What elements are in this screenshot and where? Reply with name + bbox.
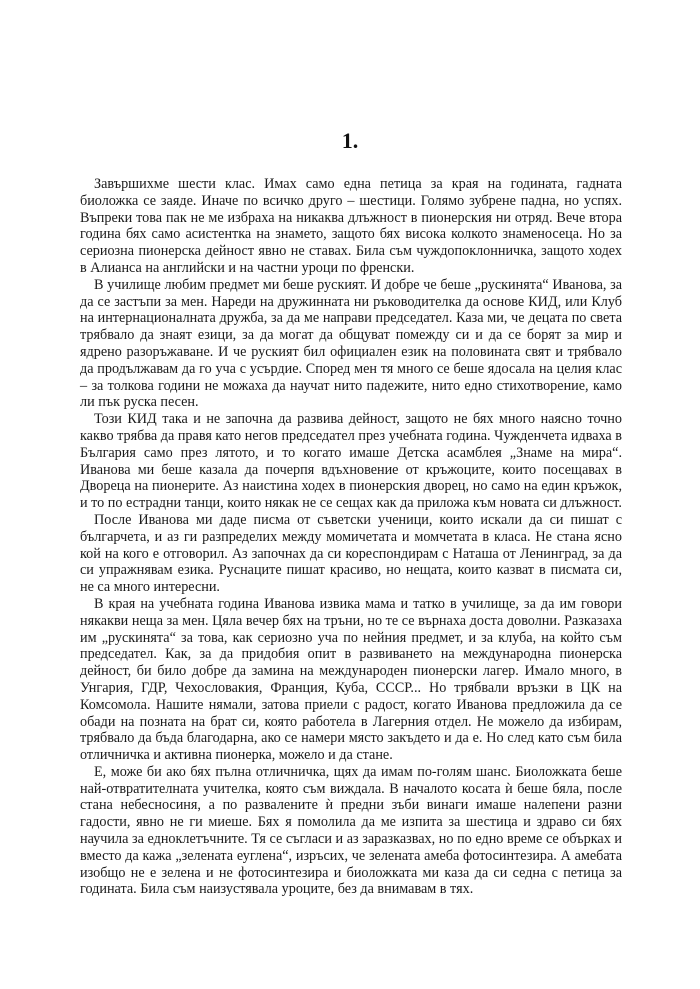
paragraph: Е, може би ако бях пълна отличничка, щях да имам по-голям шанс. Биоложката беше най-отвратителната учителка, която съм виждала. В началото косата ѝ беше бяла, после стана небесносиня, а по развалените ѝ предни зъби винаги имаше налепени разни гадости, явно не ги миеше. Бях я помолила да ме изпита за шестица и здраво си бях научила за едноклетъчните. Тя се съгласи и аз заразказвах, но по едно време се обърках и вместо да кажа „зелената еуглена“, изръсих, че зелената амеба фотосинтезира. А амебата изобщо не е зелена и не фотосинтезира и биоложката ми каза да си седна с петица за годината. Била съм наизустявала уроците, без да внимавам в тях. bbox=[80, 763, 622, 898]
chapter-body bbox=[80, 176, 622, 898]
paragraph: Този КИД така и не започна да развива дейност, защото не бях много наясно точно какво трябва да правя като негов председател през учебната година. Чужденчета идваха в България само през лятото, и то когато имаше Детска асамблея „Знаме на мира“. Иванова ми беше казала да почерпя вдъхновение от кръжоците, които посещавах в Двореца на пионерите. Аз наистина ходех в пионерския дворец, но само на един кръжок, и то по естрадни танци, които някак не се сещах как да приложа към новата си длъжност. bbox=[80, 411, 622, 512]
paragraph: В училище любим предмет ми беше руският. И добре че беше „рускинята“ Иванова, за да се застъпи за мен. Нареди на дружинната ни ръководителка да основе КИД, или Клуб на интернационалната дружба, за да ме направи председател. Каза ми, че децата по света трябвало да знаят езици, за да могат да общуват помежду си и да се борят за мир и ядрено разоръжаване. И че руският бил официален език на половината свят и трябвало да продължавам да го уча с усърдие. Според мен тя много се беше ядосала на целия клас – за толкова години не можаха да научат нито падежите, нито едно стихотворение, камо ли пък руска песен. bbox=[80, 276, 622, 411]
paragraph: В края на учебната година Иванова извика мама и татко в училище, за да им говори някакви неща за мен. Цяла вечер бях на тръни, но те се върнаха доста доволни. Разказаха им „рускинята“ за това, как сериозно уча по нейния предмет, и за клуба, на който съм председател. Как, за да придобия опит в развиването на международна пионерска дейност, би било добре да замина на международен пионерски лагер. Имало много, в Унгария, ГДР, Чехословакия, Франция, Куба, СССР... Но трябвали връзки в ЦК на Комсомола. Нашите нямали, затова приели с радост, когато Иванова предложила да се обади на позната на брат си, която работела в Лагерния отдел. Не можело да избирам, трябвало да бъда благодарна, ако се намери място закъдето и да е. Но след като съм била отличничка и активна пионерка, можело и да стане. bbox=[80, 595, 622, 764]
paragraph: После Иванова ми даде писма от съветски ученици, които искали да си пишат с българчета, и аз ги разпределих между момичетата и момчетата в класа. Не стана ясно кой на кого е отговорил. Аз започнах да си кореспондирам с Наташа от Ленинград, за да си упражнявам езика. Руснаците пишат красиво, но нещата, които казват в писмата си, не са много интересни. bbox=[80, 511, 622, 596]
paragraph: Завършихме шести клас. Имах само една петица за края на годината, гадната биоложка се заяде. Иначе по всичко друго – шестици. Голямо зубрене падна, но успях. Въпреки това пак не ме избраха на никаква длъжност в пионерския ни отряд. Вече втора година бях само асистентка на знамето, защото бях висока колкото знаменосеца. Но за сериозна пионерска дейност явно не ставах. Била съм чуждопоклонничка, защото ходех в Алианса на английски и на частни уроци по френски. bbox=[80, 176, 622, 276]
chapter-title: 1. bbox=[341, 128, 359, 153]
